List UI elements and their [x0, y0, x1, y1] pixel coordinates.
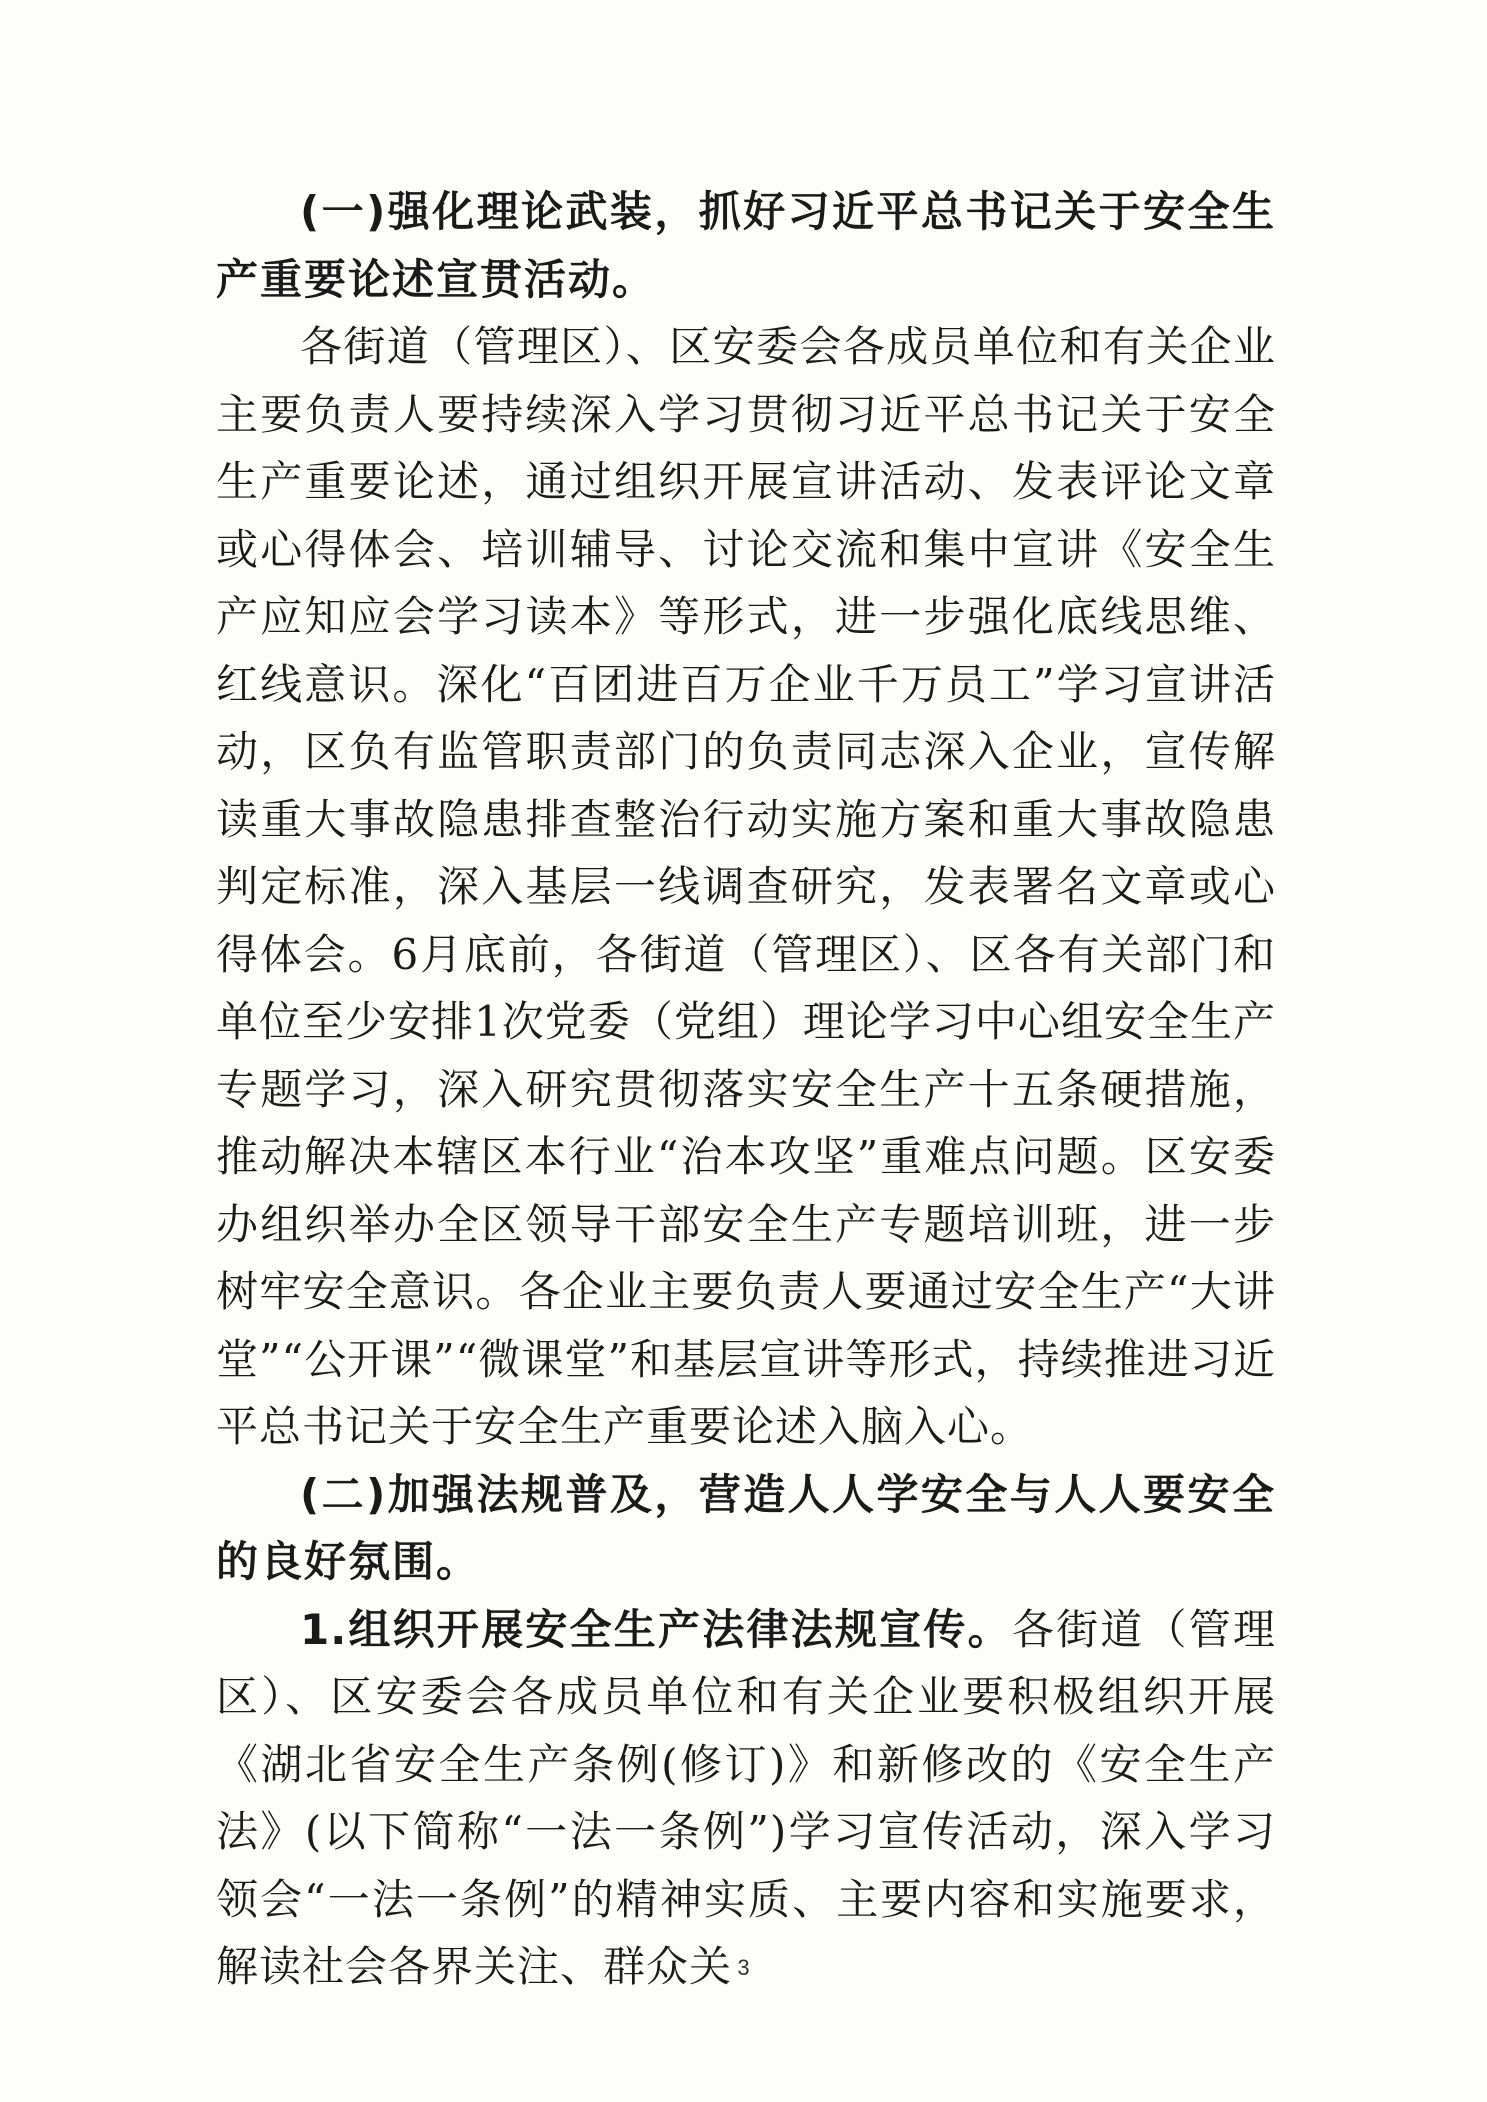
section-heading-1: (一)强化理论武装，抓好习近平总书记关于安全生产重要论述宣贯活动。	[216, 187, 1276, 304]
paragraph-2-body: 各街道（管理区）、区安委会各成员单位和有关企业要积极组织开展《湖北省安全生产条例(修订)》和新修改的《安全生产法》(以下简称“一法一条例”)学习宣传活动，深入学习领会“一法一条例”的精神实质、主要内容和实施要求，解读社会各界关注、群众关	[216, 1604, 1276, 1991]
paragraph-2-lead: 1.组织开展安全生产法律法规宣传。	[300, 1604, 1012, 1654]
page-number: 3	[737, 1955, 750, 1980]
paragraph-1: 各街道（管理区）、区安委会各成员单位和有关企业主要负责人要持续深入学习贯彻习近平总书记关于安全生产重要论述，通过组织开展宣讲活动、发表评论文章或心得体会、培训辅导、讨论交流和集中宣讲《安全生产应知应会学习读本》等形式，进一步强化底线思维、红线意识。深化“百团进百万企业千万员工”学习宣讲活动，区负有监管职责部门的负责同志深入企业，宣传解读重大事故隐患排查整治行动实施方案和重大事故隐患判定标准，深入基层一线调查研究，发表署名文章或心得体会。6月底前，各街道（管理区）、区各有关部门和单位至少安排1次党委（党组）理论学习中心组安全生产专题学习，深入研究贯彻落实安全生产十五条硬措施，推动解决本辖区本行业“治本攻坚”重难点问题。区安委办组织举办全区领导干部安全生产专题培训班，进一步树牢安全意识。各企业主要负责人要通过安全生产“大讲堂”“公开课”“微课堂”和基层宣讲等形式，持续推进习近平总书记关于安全生产重要论述入脑入心。	[216, 322, 1276, 1451]
paragraph-2	[216, 1596, 1276, 2001]
section-heading-2: (二)加强法规普及，营造人人学安全与人人要安全的良好氛围。	[216, 1469, 1276, 1586]
document-body	[216, 178, 1276, 2001]
